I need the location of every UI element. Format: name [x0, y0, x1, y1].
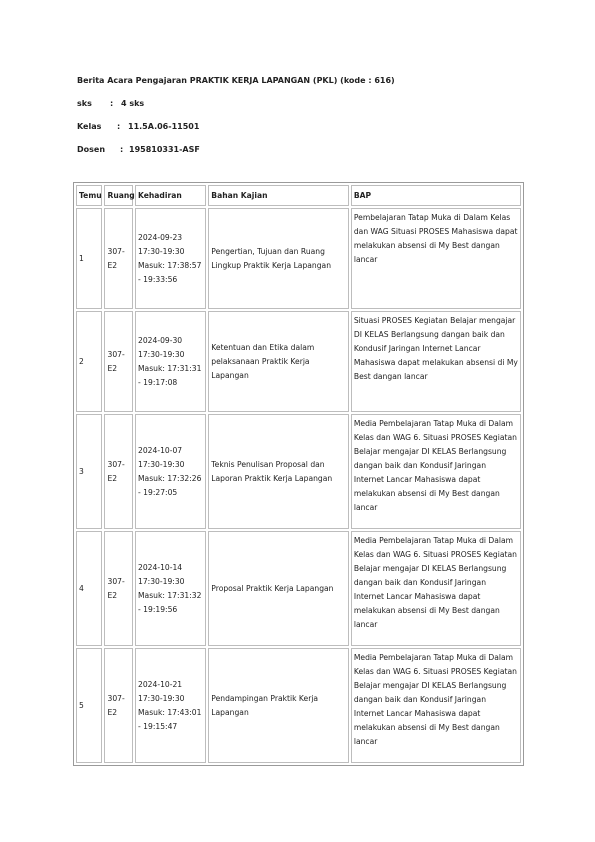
cell-kehadiran: 2024-09-30 17:30-19:30 Masuk: 17:31:31 - 19:17:08 [135, 311, 206, 412]
cell-kehadiran: 2024-10-21 17:30-19:30 Masuk: 17:43:01 - 19:15:47 [135, 648, 206, 763]
cell-bap: Media Pembelajaran Tatap Muka di Dalam Kelas dan WAG 6. Situasi PROSES Kegiatan Belajar mengajar DI KELAS Berlangsung dangan baik dan Kondusif Jaringan Internet Lancar Mahasiswa dapat melakukan absensi di My Best dangan lancar [351, 531, 521, 646]
table-row [76, 208, 521, 309]
cell-bahan-kajian: Teknis Penulisan Proposal dan Laporan Praktik Kerja Lapangan [208, 414, 349, 529]
cell-bahan-kajian: Proposal Praktik Kerja Lapangan [208, 531, 349, 646]
cell-kehadiran: 2024-10-07 17:30-19:30 Masuk: 17:32:26 - 19:27:05 [135, 414, 206, 529]
table-header-row [76, 185, 521, 206]
table-row [76, 648, 521, 763]
cell-bap: Media Pembelajaran Tatap Muka di Dalam Kelas dan WAG 6. Situasi PROSES Kegiatan Belajar mengajar DI KELAS Berlangsung dangan baik dan Kondusif Jaringan Internet Lancar Mahasiswa dapat melakukan absensi di My Best dangan lancar [351, 648, 521, 763]
kelas-row [77, 122, 199, 131]
column-header-bahan-kajian: Bahan Kajian [208, 185, 349, 206]
cell-bahan-kajian: Pendampingan Praktik Kerja Lapangan [208, 648, 349, 763]
cell-bahan-kajian: Ketentuan dan Etika dalam pelaksanaan Praktik Kerja Lapangan [208, 311, 349, 412]
cell-kehadiran: 2024-10-14 17:30-19:30 Masuk: 17:31:32 - 19:19:56 [135, 531, 206, 646]
cell-ruang: 307-E2 [104, 208, 133, 309]
table-row [76, 414, 521, 529]
column-header-bap: BAP [351, 185, 521, 206]
bap-table [73, 182, 524, 766]
dosen-label: Dosen [77, 145, 106, 154]
dosen-value: 195810331-ASF [129, 145, 200, 154]
cell-temu: 2 [76, 311, 102, 412]
cell-bap: Pembelajaran Tatap Muka di Dalam Kelas dan WAG Situasi PROSES Mahasiswa dapat melakukan absensi di My Best dangan lancar [351, 208, 521, 309]
kelas-value: 11.5A.06-11501 [128, 122, 200, 131]
cell-kehadiran: 2024-09-23 17:30-19:30 Masuk: 17:38:57 - 19:33:56 [135, 208, 206, 309]
cell-ruang: 307-E2 [104, 414, 133, 529]
sks-row [77, 99, 144, 108]
cell-temu: 1 [76, 208, 102, 309]
dosen-row [77, 145, 200, 154]
sks-colon: : [110, 99, 114, 108]
kelas-colon: : [117, 122, 121, 131]
dosen-colon: : [120, 145, 124, 154]
document-title: Berita Acara Pengajaran PRAKTIK KERJA LAPANGAN (PKL) (kode : 616) [77, 76, 395, 85]
table-row [76, 311, 521, 412]
cell-ruang: 307-E2 [104, 531, 133, 646]
kelas-label: Kelas [77, 122, 102, 131]
sks-label: sks [77, 99, 92, 108]
cell-ruang: 307-E2 [104, 648, 133, 763]
table-row [76, 531, 521, 646]
column-header-kehadiran: Kehadiran [135, 185, 206, 206]
cell-temu: 4 [76, 531, 102, 646]
cell-temu: 3 [76, 414, 102, 529]
cell-bahan-kajian: Pengertian, Tujuan dan Ruang Lingkup Praktik Kerja Lapangan [208, 208, 349, 309]
cell-bap: Media Pembelajaran Tatap Muka di Dalam Kelas dan WAG 6. Situasi PROSES Kegiatan Belajar mengajar DI KELAS Berlangsung dangan baik dan Kondusif Jaringan Internet Lancar Mahasiswa dapat melakukan absensi di My Best dangan lancar [351, 414, 521, 529]
cell-bap: Situasi PROSES Kegiatan Belajar mengajar DI KELAS Berlangsung dangan baik dan Kondusif Jaringan Internet Lancar Mahasiswa dapat melakukan absensi di My Best dangan lancar [351, 311, 521, 412]
sks-value: 4 sks [121, 99, 145, 108]
cell-ruang: 307-E2 [104, 311, 133, 412]
column-header-ruang: Ruang [104, 185, 133, 206]
column-header-temu: Temu [76, 185, 102, 206]
cell-temu: 5 [76, 648, 102, 763]
